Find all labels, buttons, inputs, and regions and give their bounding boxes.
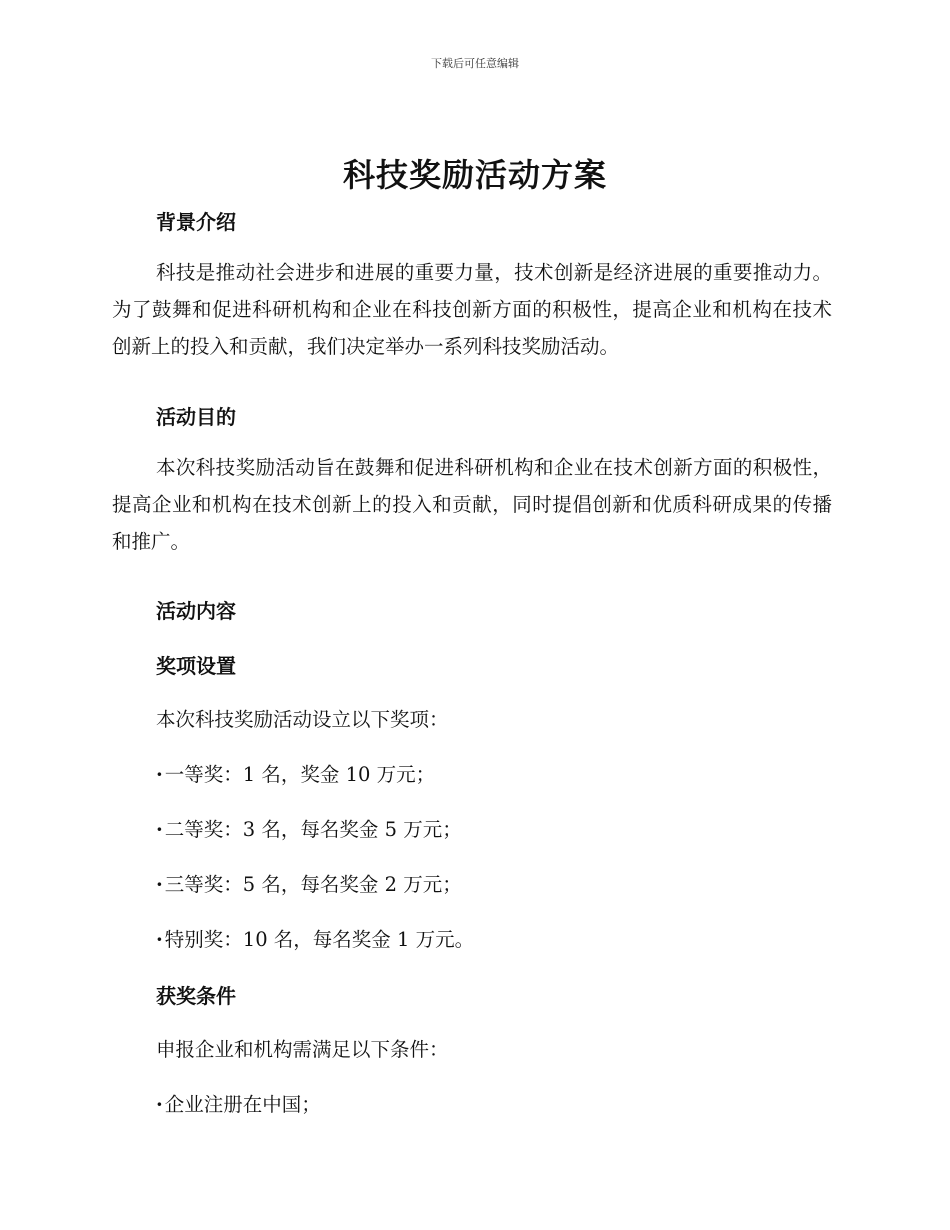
heading-background: 背景介绍 — [156, 210, 236, 234]
list-item-award-first: · 一等奖：1 名，奖金 10 万元； — [156, 759, 435, 787]
paragraph-background: 科技是推动社会进步和进展的重要力量，技术创新是经济进展的重要推动力。为了鼓舞和促进科研机构和企业在科技创新方面的积极性，提高企业和机构在技术创新上的投入和贡献，我们决定举办一系列科技奖励活动。 — [112, 261, 832, 358]
document-title: 科技奖励活动方案 — [342, 156, 607, 194]
list-item-condition: · 企业注册在中国； — [156, 1089, 321, 1117]
list-item-award-second: · 二等奖：3 名，每名奖金 5 万元； — [156, 814, 462, 842]
header-note: 下载后可任意编辑 — [431, 57, 519, 70]
heading-purpose: 活动目的 — [156, 405, 236, 429]
conditions-intro: 申报企业和机构需满足以下条件： — [156, 1038, 449, 1061]
list-item-award-special: · 特别奖：10 名，每名奖金 1 万元。 — [156, 924, 474, 952]
awards-intro: 本次科技奖励活动设立以下奖项： — [156, 708, 449, 731]
heading-awards: 奖项设置 — [156, 654, 236, 678]
heading-content: 活动内容 — [156, 599, 236, 623]
list-item-award-third: · 三等奖：5 名，每名奖金 2 万元； — [156, 869, 462, 897]
paragraph-purpose: 本次科技奖励活动旨在鼓舞和促进科研机构和企业在技术创新方面的积极性，提高企业和机构在技术创新上的投入和贡献，同时提倡创新和优质科研成果的传播和推广。 — [112, 456, 832, 553]
heading-conditions: 获奖条件 — [156, 984, 236, 1008]
